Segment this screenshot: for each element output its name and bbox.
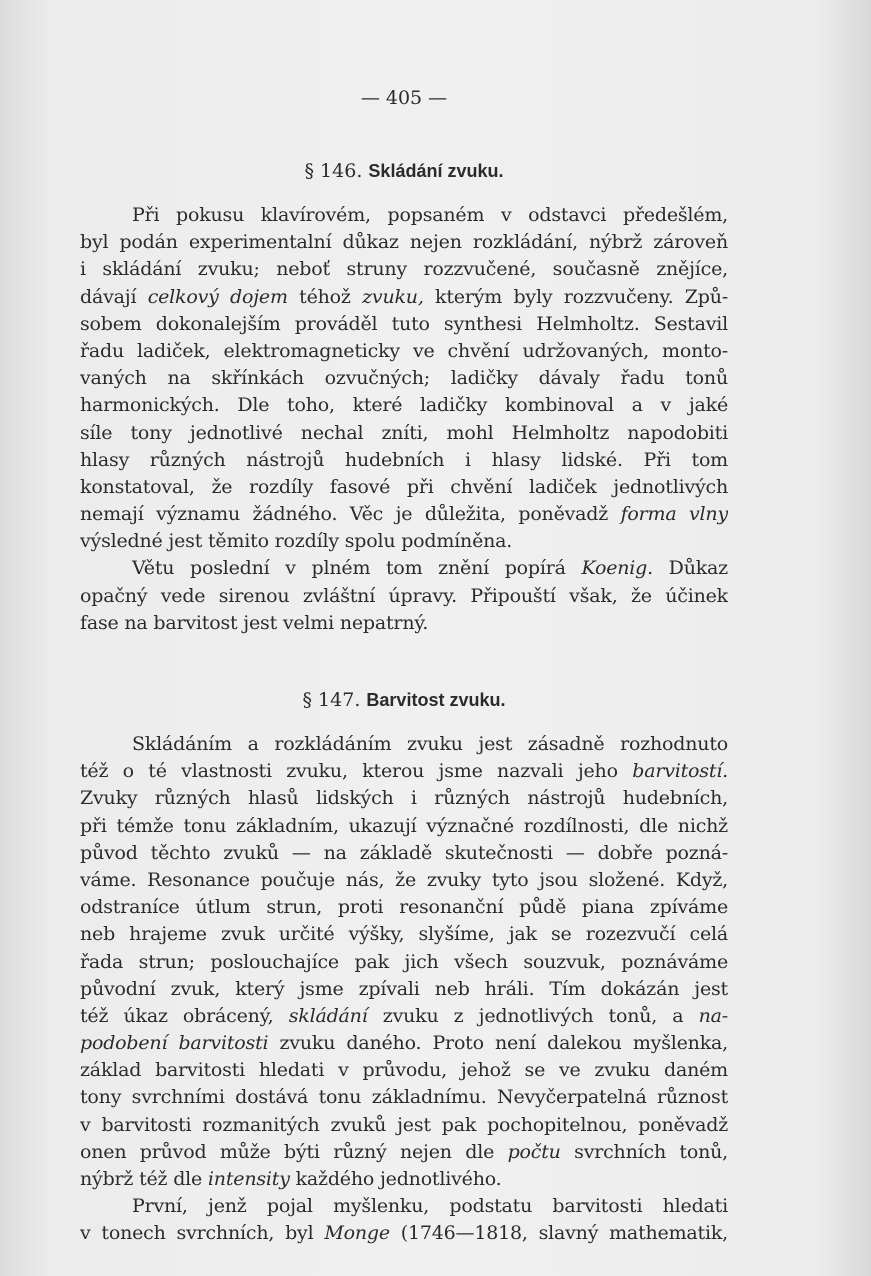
text-run: Důkaz bbox=[652, 557, 728, 580]
italic-term: Monge bbox=[324, 1222, 390, 1245]
text-run: téhož bbox=[287, 285, 363, 308]
section-title: Skládání zvuku. bbox=[368, 161, 504, 181]
text-run: nemají významu žádného. Věc je důležita, poněvadž bbox=[80, 503, 621, 526]
text-line bbox=[80, 1220, 728, 1247]
text-line: Při pokusu klavírovém, popsaném v odstavci předešlém, bbox=[132, 204, 728, 226]
text-line: tony svrchními dostává tonu základnímu. Nevyčerpatelná různost bbox=[80, 1086, 728, 1109]
text-line: výsledné jest těmito rozdíly spolu podmíněna. bbox=[80, 530, 513, 553]
text-line bbox=[80, 501, 728, 528]
text-line: neb hrajeme zvuk určité výšky, slyšíme, jak se rozezvučí celá bbox=[80, 923, 728, 946]
text-run: Větu poslední v plném tom znění popírá bbox=[132, 557, 582, 580]
section-sign: § 147. bbox=[302, 689, 361, 711]
page-number: — 405 — bbox=[360, 87, 448, 109]
text-run: nýbrž též dle bbox=[80, 1168, 208, 1190]
text-run: též úkaz obrácený, bbox=[80, 1004, 289, 1027]
text-line: síle tony jednotlivé nechal zníti, mohl Helmholtz napodobiti bbox=[80, 421, 728, 444]
text-line: základ barvitosti hledati v průvodu, jehož se ve zvuku daném bbox=[80, 1059, 728, 1082]
paragraph bbox=[80, 202, 728, 555]
section-sign: § 146. bbox=[304, 160, 363, 182]
text-line bbox=[80, 1003, 728, 1030]
text-line: při témže tonu základním, ukazují význačné rozdílnosti, dle nichž bbox=[80, 814, 728, 837]
text-run: (1746—1818, slavný mathematik, bbox=[389, 1222, 728, 1245]
section-147-heading bbox=[80, 685, 728, 715]
italic-term: intensity bbox=[207, 1168, 290, 1190]
italic-term: počtu bbox=[507, 1140, 561, 1163]
text-line bbox=[80, 758, 728, 785]
italic-term: zvuku, bbox=[362, 285, 424, 308]
paragraph bbox=[80, 555, 728, 637]
italic-term: na- bbox=[698, 1004, 728, 1027]
italic-term: Koenig. bbox=[581, 557, 653, 580]
text-line: První, jenž pojal myšlenku, podstatu barvitosti hledati bbox=[132, 1195, 728, 1218]
section-title: Barvitost zvuku. bbox=[366, 690, 506, 710]
text-run: svrchních tonů, bbox=[560, 1140, 728, 1163]
text-line: řada strun; poslouchajíce pak jich všech souzvuk, poznáváme bbox=[80, 950, 728, 973]
text-line: v barvitosti rozmanitých zvuků jest pak pochopitelnou, poněvadž bbox=[80, 1113, 728, 1136]
italic-term: podobení barvitosti bbox=[80, 1032, 269, 1055]
text-line: původ těchto zvuků — na základě skutečnosti — dobře pozná- bbox=[80, 841, 728, 864]
text-run: v tonech svrchních, byl bbox=[80, 1222, 325, 1245]
paragraph bbox=[80, 731, 728, 1193]
text-line: váme. Resonance poučuje nás, že zvuky tyto jsou složené. Když, bbox=[80, 868, 728, 891]
text-run: zvuku daného. Proto není dalekou myšlenka, bbox=[268, 1032, 728, 1055]
text-line: harmonických. Dle toho, které ladičky kombinoval a v jaké bbox=[80, 394, 728, 417]
text-line: odstraníce útlum strun, proti resonanční půdě piana zpíváme bbox=[80, 896, 728, 919]
text-run: též o té vlastnosti zvuku, kterou jsme nazvali jeho bbox=[80, 760, 633, 783]
italic-term: forma vlny bbox=[620, 503, 728, 526]
text-line: konstatoval, že rozdíly fasové při chvění ladiček jednotlivých bbox=[80, 475, 728, 498]
text-line bbox=[80, 555, 728, 582]
text-line: opačný vede sirenou zvláštní úpravy. Připouští však, že účinek bbox=[80, 584, 728, 607]
text-line: vaných na skřínkách ozvučných; ladičky dávaly řadu tonů bbox=[80, 367, 728, 390]
text-line bbox=[80, 284, 728, 311]
text-run: onen průvod může býti různý nejen dle bbox=[80, 1140, 508, 1163]
text-line bbox=[80, 1139, 728, 1166]
section-146-heading bbox=[80, 156, 728, 186]
text-line: fase na barvitost jest velmi nepatrný. bbox=[80, 611, 429, 634]
text-line bbox=[80, 1166, 728, 1193]
italic-term: skládání bbox=[288, 1004, 368, 1027]
text-line: byl podán experimentalní důkaz nejen rozkládání, nýbrž zároveň bbox=[80, 231, 728, 254]
page-text bbox=[80, 80, 728, 1248]
text-run: zvuku z jednotlivých tonů, a bbox=[367, 1004, 699, 1027]
text-line: i skládání zvuku; neboť struny rozzvučené, současně znějíce, bbox=[80, 258, 728, 281]
text-line: Zvuky různých hlasů lidských i různých nástrojů hudebních, bbox=[80, 787, 728, 810]
text-line: Skládáním a rozkládáním zvuku jest zásadně rozhodnuto bbox=[132, 733, 728, 755]
text-line: řadu ladiček, elektromagneticky ve chvění udržovaných, monto- bbox=[80, 339, 728, 362]
paragraph bbox=[80, 1193, 728, 1247]
italic-term: barvitostí. bbox=[632, 760, 728, 783]
text-run: každého jednotlivého. bbox=[289, 1168, 502, 1190]
text-line: sobem dokonalejším prováděl tuto synthesi Helmholtz. Sestavil bbox=[80, 312, 728, 335]
italic-term: celkový dojem bbox=[147, 285, 288, 308]
text-line: původní zvuk, který jsme zpívali neb hráli. Tím dokázán jest bbox=[80, 977, 728, 1000]
text-run: dávají bbox=[80, 285, 148, 308]
text-run: kterým byly rozzvučeny. Způ- bbox=[423, 285, 728, 308]
text-line: hlasy různých nástrojů hudebních i hlasy lidské. Při tom bbox=[80, 448, 728, 471]
text-line bbox=[80, 1030, 728, 1057]
